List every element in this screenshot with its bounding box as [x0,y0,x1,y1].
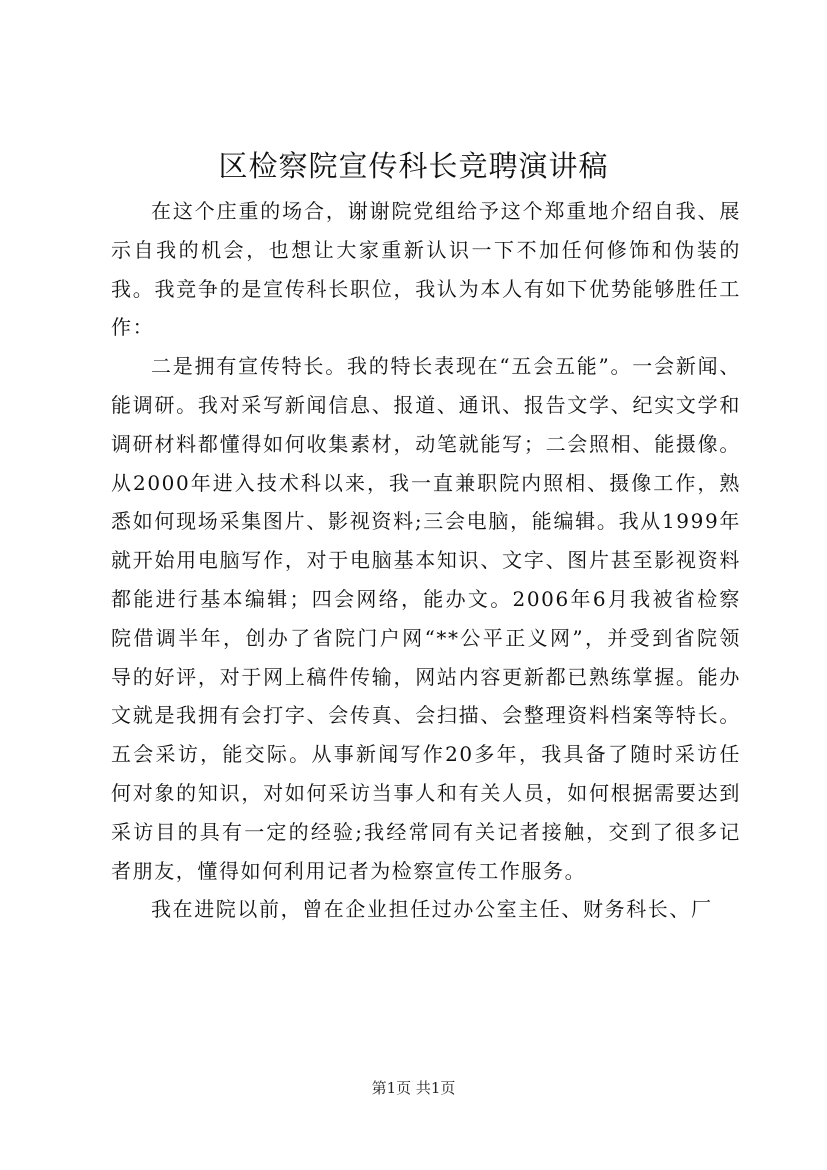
document-body [111,192,741,929]
paragraph-experience: 我在进院以前，曾在企业担任过办公室主任、财务科长、厂 [151,897,713,922]
paragraph-intro: 在这个庄重的场合，谢谢院党组给予这个郑重地介绍自我、展示自我的机会，也想让大家重新认识一下不加任何修饰和伪装的我。我竞争的是宣传科长职位，我认为本人有如下优势能够胜任工作： [111,199,741,340]
page-footer: 第1页 共1页 [371,1079,456,1097]
paragraph-specialties: 二是拥有宣传特长。我的特长表现在“五会五能”。一会新闻、能调研。我对采写新闻信息、报道、通讯、报告文学、纪实文学和调研材料都懂得如何收集素材，动笔就能写；二会照相、能摄像。从2000年进入技术科以来，我一直兼职院内照相、摄像工作，熟悉如何现场采集图片、影视资料;三会电脑，能编辑。我从1999年就开始用电脑写作，对于电脑基本知识、文字、图片甚至影视资料都能进行基本编辑；四会网络，能办文。2006年6月我被省检察院借调半年，创办了省院门户网“**公平正义网”，并受到省院领导的好评，对于网上稿件传输，网站内容更新都已熟练掌握。能办文就是我拥有会打字、会传真、会扫描、会整理资料档案等特长。五会采访，能交际。从事新闻写作20多年，我具备了随时采访任何对象的知识，对如何采访当事人和有关人员，如何根据需要达到采访目的具有一定的经验;我经常同有关记者接触，交到了很多记者朋友，懂得如何利用记者为检察宣传工作服务。 [111,354,741,883]
document-title: 区检察院宣传科长竞聘演讲稿 [218,149,609,183]
